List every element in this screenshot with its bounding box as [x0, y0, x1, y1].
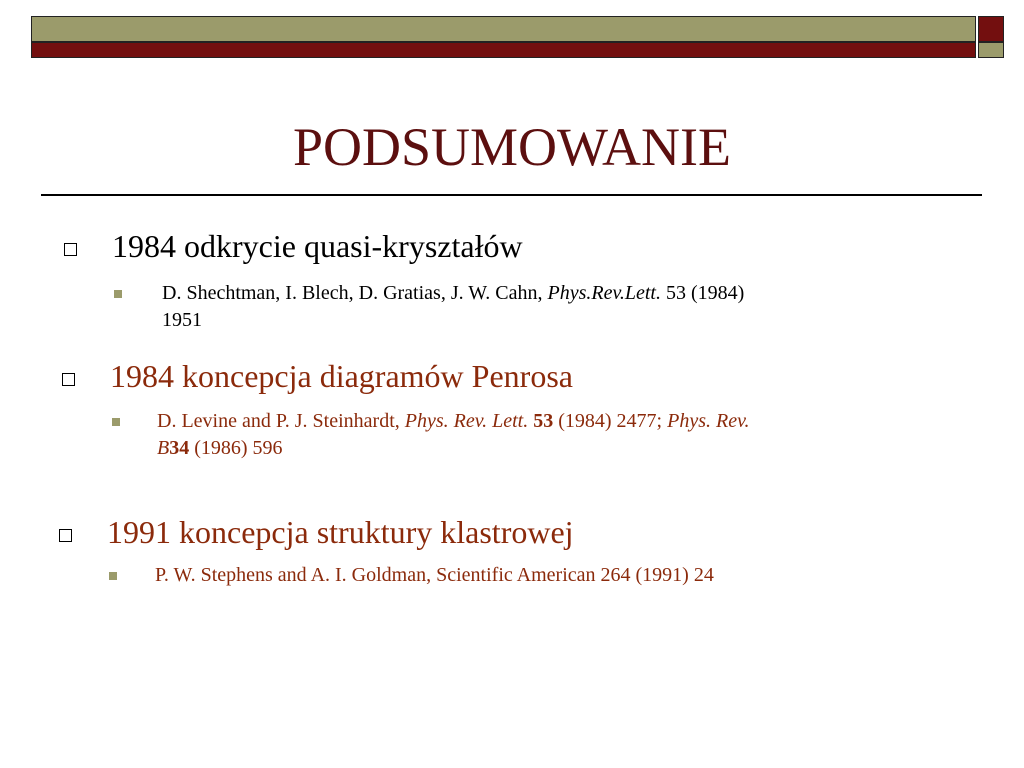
hollow-square-bullet-icon	[59, 529, 72, 542]
item-reference: P. W. Stephens and A. I. Goldman, Scientific American 264 (1991) 24	[155, 564, 714, 586]
filled-square-bullet-icon	[114, 290, 122, 298]
item-heading: 1984 odkrycie quasi-kryształów	[112, 228, 523, 264]
item-heading: 1991 koncepcja struktury klastrowej	[107, 514, 574, 550]
slide-title: PODSUMOWANIE	[292, 117, 731, 177]
hollow-square-bullet-icon	[62, 373, 75, 386]
header-corner-olive	[978, 42, 1004, 58]
item-reference: D. Shechtman, I. Blech, D. Gratias, J. W. Cahn, Phys.Rev.Lett. 53 (1984) 1951	[162, 282, 745, 331]
filled-square-bullet-icon	[112, 418, 120, 426]
hollow-square-bullet-icon	[64, 243, 77, 256]
header-band-maroon	[31, 42, 976, 58]
item-heading: 1984 koncepcja diagramów Penrosa	[110, 358, 573, 394]
header-corner-maroon	[978, 16, 1004, 42]
title-divider	[41, 194, 982, 196]
filled-square-bullet-icon	[109, 572, 117, 580]
item-reference: D. Levine and P. J. Steinhardt, Phys. Rev. Lett. 53 (1984) 2477; Phys. Rev. B34 (1986) 596	[157, 410, 750, 459]
header-band-olive	[31, 16, 976, 42]
